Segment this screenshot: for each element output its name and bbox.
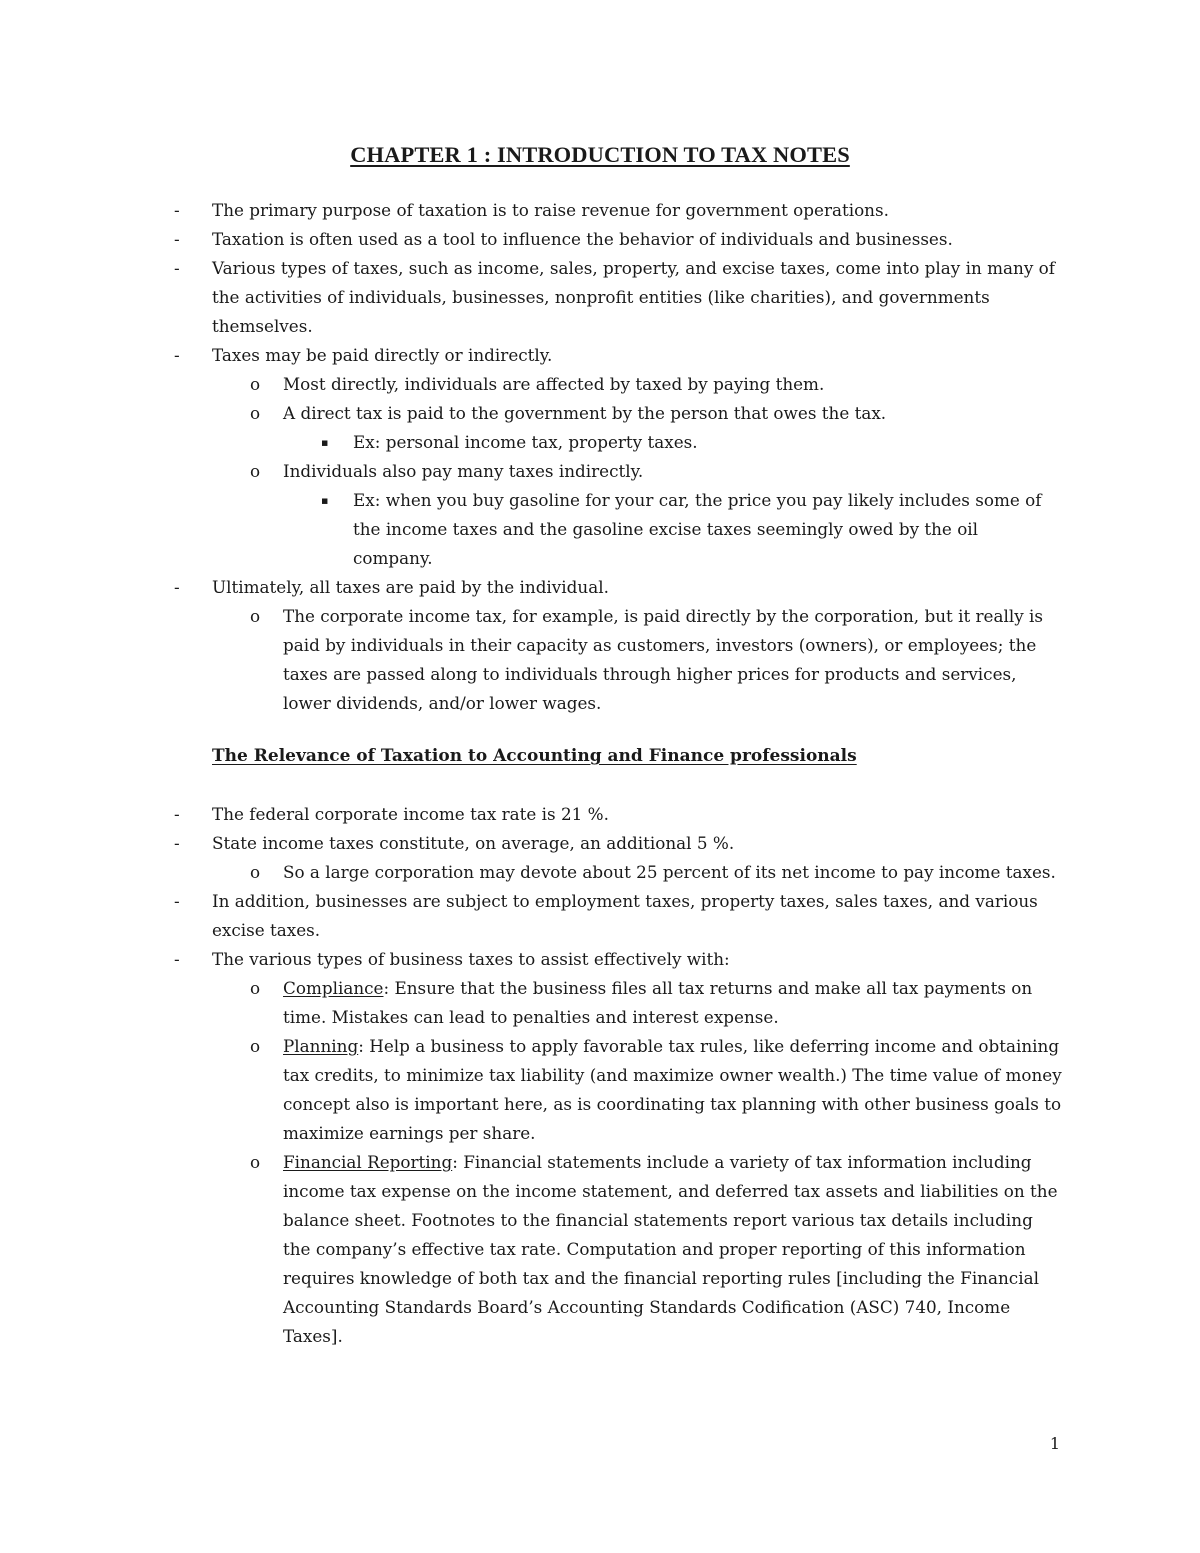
list-item-text: Most directly, individuals are affected by taxed by paying them. (283, 374, 825, 394)
list-item-term: Compliance (283, 978, 384, 998)
list-item (0, 1148, 1063, 1351)
list-item (0, 370, 1063, 399)
circle-bullet-icon: o (250, 862, 261, 882)
dash-bullet-icon: - (174, 345, 180, 365)
list-item-text: Individuals also pay many taxes indirectly. (283, 461, 644, 481)
list-item (0, 196, 1060, 225)
list-item (0, 428, 1053, 457)
list-item-text: In addition, businesses are subject to employment taxes, property taxes, sales taxes, and various excise taxes. (212, 891, 1038, 940)
list-item-text: The corporate income tax, for example, is paid directly by the corporation, but it really is paid by individuals in their capacity as customers, investors (owners), or employees; the taxes are passed along to individuals through higher prices for products and services, lower dividends, and/or lower wages. (283, 606, 1044, 713)
dash-bullet-icon: - (174, 258, 180, 278)
circle-bullet-icon: o (250, 606, 261, 626)
circle-bullet-icon: o (250, 374, 261, 394)
list-item-term: Planning (283, 1036, 359, 1056)
list-item (0, 1032, 1063, 1148)
list-item (0, 800, 1060, 829)
document-title: CHAPTER 1 : INTRODUCTION TO TAX NOTES (350, 142, 850, 167)
list-item (0, 254, 1060, 341)
list-item (0, 858, 1063, 887)
dash-bullet-icon: - (174, 229, 180, 249)
list-item-term: Financial Reporting (283, 1152, 453, 1172)
list-item-text: The various types of business taxes to assist effectively with: (212, 949, 730, 969)
list-item-text: : Financial statements include a variety of tax information including income tax expense on the income statement, and deferred tax assets and liabilities on the balance sheet. Footnotes to the financial statements report various tax details including the company’s effective tax rate. Computation and proper reporting of this information requires knowledge of both tax and the financial reporting rules [including the Financial Accounting Standards Board’s Accounting Standards Codification (ASC) 740, Income Taxes]. (283, 1152, 1058, 1346)
section-heading-relevance: The Relevance of Taxation to Accounting and Finance professionals (212, 746, 857, 766)
circle-bullet-icon: o (250, 1152, 261, 1172)
list-item-text: : Help a business to apply favorable tax rules, like deferring income and obtaining tax credits, to minimize tax liability (and maximize owner wealth.) The time value of money concept also is important here, as is coordinating tax planning with other business goals to maximize earnings per share. (283, 1036, 1062, 1143)
circle-bullet-icon: o (250, 978, 261, 998)
list-item (0, 974, 1063, 1032)
list-item-text: Various types of taxes, such as income, sales, property, and excise taxes, come into play in many of the activities of individuals, businesses, nonprofit entities (like charities), and governments themselves. (212, 258, 1055, 336)
page-number: 1 (1049, 1434, 1060, 1453)
list-item (0, 399, 1063, 428)
list-item (0, 602, 1063, 718)
list-item (0, 945, 1060, 974)
list-item (0, 573, 1060, 602)
list-item (0, 457, 1063, 486)
list-item-text: State income taxes constitute, on average, an additional 5 %. (212, 833, 735, 853)
dash-bullet-icon: - (174, 833, 180, 853)
circle-bullet-icon: o (250, 1036, 261, 1056)
section-relevance-list (0, 800, 1200, 1351)
square-bullet-icon: ▪ (321, 494, 329, 507)
list-item (0, 887, 1060, 945)
dash-bullet-icon: - (174, 891, 180, 911)
dash-bullet-icon: - (174, 804, 180, 824)
list-item-text: : Ensure that the business files all tax returns and make all tax payments on time. Mistakes can lead to penalties and interest expense. (283, 978, 1033, 1027)
list-item (0, 225, 1060, 254)
list-item-text: Ex: personal income tax, property taxes. (353, 432, 698, 452)
list-item (0, 829, 1060, 858)
circle-bullet-icon: o (250, 461, 261, 481)
list-item-text: Taxes may be paid directly or indirectly. (212, 345, 553, 365)
list-item-text: Ultimately, all taxes are paid by the individual. (212, 577, 609, 597)
square-bullet-icon: ▪ (321, 436, 329, 449)
list-item-text: The federal corporate income tax rate is 21 %. (212, 804, 609, 824)
dash-bullet-icon: - (174, 577, 180, 597)
list-item-text: So a large corporation may devote about 25 percent of its net income to pay income taxes. (283, 862, 1056, 882)
list-item-text: Ex: when you buy gasoline for your car, the price you pay likely includes some of the income taxes and the gasoline excise taxes seemingly owed by the oil company. (353, 490, 1042, 568)
list-item-text: A direct tax is paid to the government by the person that owes the tax. (283, 403, 887, 423)
list-item-text: The primary purpose of taxation is to raise revenue for government operations. (212, 200, 889, 220)
dash-bullet-icon: - (174, 200, 180, 220)
circle-bullet-icon: o (250, 403, 261, 423)
list-item (0, 486, 1053, 573)
dash-bullet-icon: - (174, 949, 180, 969)
list-item-text: Taxation is often used as a tool to influence the behavior of individuals and businesses. (212, 229, 953, 249)
list-item (0, 341, 1060, 370)
section-intro-list (0, 196, 1200, 718)
